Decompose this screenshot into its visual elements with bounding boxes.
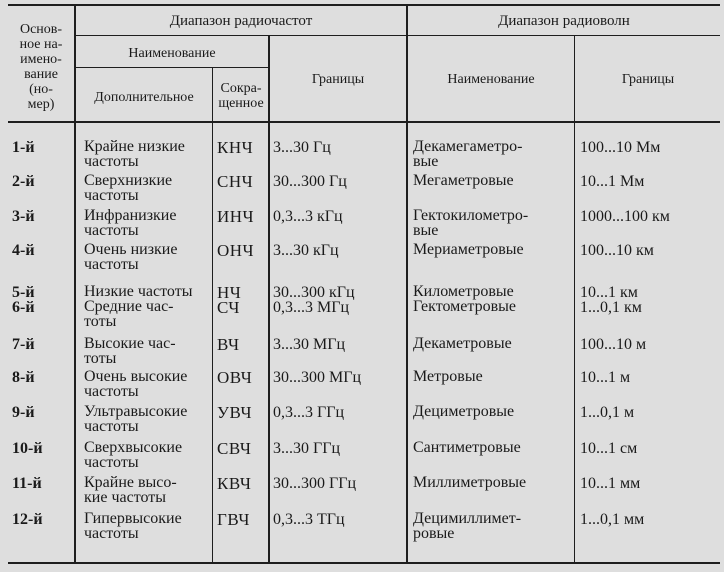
row-wave-limits: 100...10 Мм	[580, 139, 661, 156]
row-frequency-limits: 3...30 Гц	[273, 139, 331, 156]
row-frequency-limits: 3...30 МГц	[273, 336, 346, 353]
row-wave-name: Мериаметровые	[413, 241, 524, 258]
row-wave-name: Метровые	[413, 368, 483, 385]
row-frequency-limits: 3...30 ГГц	[273, 440, 341, 457]
row-number: 2-й	[12, 173, 35, 190]
header-frequency-range: Диапазон радиочастот	[169, 13, 313, 29]
row-number: 8-й	[12, 369, 35, 386]
row-frequency-limits: 0,3...3 кГц	[273, 208, 343, 225]
row-number: 1-й	[12, 139, 35, 156]
row-wave-name: Декаметровые	[413, 335, 512, 352]
header-wave-name: Наименование	[447, 72, 535, 87]
row-abbreviation: ВЧ	[217, 335, 240, 354]
header-base-name: Основ- ное на- имено- вание (но- мер)	[19, 22, 63, 112]
header-wave-range: Диапазон радиоволн	[498, 13, 630, 29]
row-wave-limits: 10...1 мм	[580, 475, 641, 492]
row-wave-name: Децимиллимет- ровые	[413, 510, 522, 542]
table-top-rule	[8, 4, 720, 6]
row-additional-name: Крайне низкие частоты	[84, 138, 185, 170]
header-rule-level1	[76, 35, 720, 36]
header-wave-limits: Границы	[621, 72, 675, 87]
row-wave-limits: 1000...100 км	[580, 208, 670, 225]
row-abbreviation: ИНЧ	[217, 207, 255, 226]
row-abbreviation: ОВЧ	[217, 368, 253, 387]
row-additional-name: Сверхвысокие частоты	[84, 439, 183, 471]
header-bottom-rule	[8, 121, 720, 123]
row-abbreviation: КНЧ	[217, 138, 254, 157]
row-abbreviation: ГВЧ	[217, 510, 250, 529]
row-number: 12-й	[12, 511, 43, 528]
row-frequency-limits: 30...300 Гц	[273, 173, 347, 190]
row-wave-limits: 10...1 см	[580, 440, 638, 457]
col-rule-3	[268, 35, 270, 564]
row-wave-limits: 10...1 км	[580, 284, 638, 301]
row-number: 9-й	[12, 404, 35, 421]
row-wave-name: Сантиметровые	[413, 439, 521, 456]
header-rule-level2	[76, 67, 268, 68]
row-wave-name: Мегаметровые	[413, 172, 514, 189]
row-wave-name: Гектокилометро- вые	[413, 207, 529, 239]
row-wave-limits: 100...10 м	[580, 336, 647, 353]
row-additional-name: Очень высокие частоты	[84, 368, 188, 400]
row-wave-limits: 1...0,1 м	[580, 404, 635, 421]
col-rule-1	[74, 4, 76, 564]
row-additional-name: Гипервысокие частоты	[84, 510, 182, 542]
col-rule-5	[574, 35, 575, 564]
row-additional-name: Инфранизкие частоты	[84, 207, 177, 239]
row-abbreviation: СНЧ	[217, 172, 254, 191]
header-name: Наименование	[128, 46, 216, 61]
header-abbreviation: Сокра- щенное	[218, 81, 264, 111]
row-additional-name: Ультравысокие частоты	[84, 403, 188, 435]
col-rule-2	[212, 67, 213, 564]
col-rule-4	[406, 4, 408, 564]
row-additional-name: Крайне высо- кие частоты	[84, 474, 177, 506]
row-number: 6-й	[12, 299, 35, 316]
row-number: 10-й	[12, 440, 43, 457]
row-frequency-limits: 30...300 ГГц	[273, 475, 357, 492]
row-number: 4-й	[12, 242, 35, 259]
row-wave-name: Километровые	[413, 283, 514, 300]
row-wave-name: Декамегаметро- вые	[413, 138, 523, 170]
row-wave-name: Гектометровые	[413, 298, 516, 315]
row-wave-limits: 100...10 км	[580, 242, 654, 259]
row-frequency-limits: 30...300 МГц	[273, 369, 362, 386]
row-abbreviation: НЧ	[217, 283, 242, 302]
table-bottom-rule	[8, 562, 720, 564]
row-frequency-limits: 0,3...3 ГГц	[273, 404, 345, 421]
row-frequency-limits: 0,3...3 МГц	[273, 299, 350, 316]
row-number: 11-й	[12, 475, 42, 492]
row-frequency-limits: 30...300 кГц	[273, 284, 355, 301]
row-additional-name: Сверхнизкие частоты	[84, 172, 173, 204]
row-wave-limits: 1...0,1 км	[580, 299, 642, 316]
row-wave-name: Миллиметровые	[413, 474, 527, 491]
row-number: 7-й	[12, 336, 35, 353]
row-abbreviation: СЧ	[217, 298, 240, 317]
row-additional-name: Средние час- тоты	[84, 298, 174, 330]
row-frequency-limits: 3...30 кГц	[273, 242, 339, 259]
row-abbreviation: ОНЧ	[217, 241, 255, 260]
row-wave-limits: 1...0,1 мм	[580, 511, 645, 528]
row-additional-name: Высокие час- тоты	[84, 335, 176, 367]
row-frequency-limits: 0,3...3 ТГц	[273, 511, 345, 528]
row-additional-name: Низкие частоты	[84, 283, 193, 300]
row-wave-limits: 10...1 м	[580, 369, 631, 386]
header-frequency-limits: Границы	[311, 72, 365, 87]
header-additional: Дополнительное	[94, 90, 194, 105]
row-abbreviation: УВЧ	[217, 403, 253, 422]
row-additional-name: Очень низкие частоты	[84, 241, 178, 273]
frequency-table	[8, 4, 720, 566]
row-number: 3-й	[12, 208, 35, 225]
row-wave-limits: 10...1 Мм	[580, 173, 645, 190]
row-abbreviation: КВЧ	[217, 474, 252, 493]
row-number: 5-й	[12, 284, 35, 301]
row-abbreviation: СВЧ	[217, 439, 252, 458]
row-wave-name: Дециметровые	[413, 403, 515, 420]
